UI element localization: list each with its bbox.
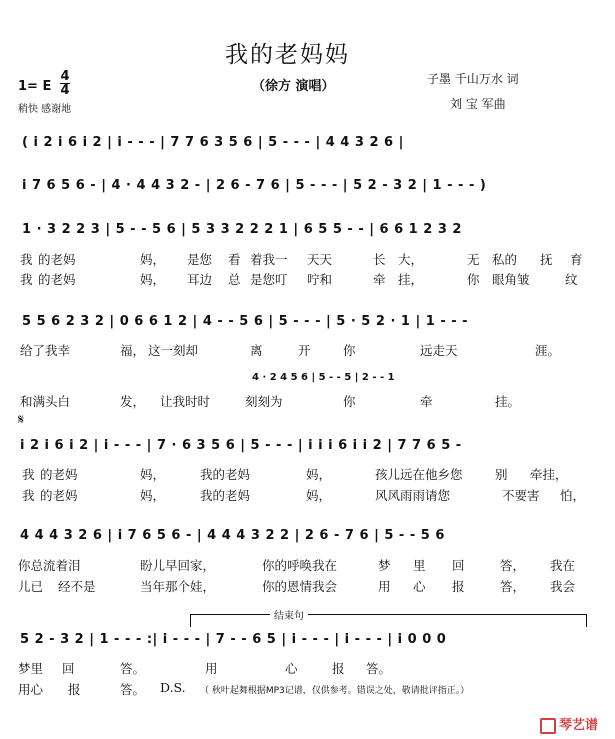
- lyric-syllable: 用: [205, 661, 218, 676]
- lyric-syllable: 刻刻为: [245, 394, 283, 409]
- lyric-syllable: 答。: [366, 661, 392, 676]
- lyric-syllable: 风风雨雨请您: [375, 488, 451, 503]
- notation-line-5: i 2 i 6 i 2 | i - - - | 7 · 6 3 5 6 | 5 - - - | i i i 6 i i 2 | 7 7 6 5 -: [20, 438, 462, 453]
- lyric-syllable: 你的呼唤我在: [262, 558, 338, 573]
- lyric-syllable: 眼角皱: [492, 272, 530, 287]
- site-logo: [540, 714, 598, 734]
- notation-line-4: 5 5 6 2 3 2 | 0 6 6 1 2 | 4 - - 5 6 | 5 - - - | 5 · 5 2 · 1 | 1 - - -: [22, 314, 469, 329]
- lyric-syllable: 当年那个娃，: [140, 579, 216, 594]
- lyric-syllable: 盼儿早回家，: [140, 558, 216, 573]
- time-signature-top: 4: [60, 69, 70, 84]
- lyricist-credit: 子墨 千山万水 词: [427, 72, 519, 86]
- segno-icon: 𝄋: [18, 412, 25, 428]
- lyric-syllable: 答。: [120, 661, 146, 676]
- lyric-syllable: 给了我幸: [20, 343, 71, 358]
- lyric-syllable: 我的老妈: [200, 467, 251, 482]
- lyric-syllable: 耳边: [187, 272, 213, 287]
- lyric-syllable: 我: [22, 488, 35, 503]
- lyric-syllable: 妈，: [140, 272, 166, 287]
- lyric-syllable: 你: [467, 272, 480, 287]
- alternate-notation: 4 · 2 4 5 6 | 5 - - 5 | 2 - - 1: [252, 372, 395, 383]
- lyric-syllable: 长: [373, 252, 386, 267]
- lyric-syllable: 妈，: [306, 467, 332, 482]
- lyric-syllable: 是您: [187, 252, 213, 267]
- lyric-syllable: 和满头白: [20, 394, 71, 409]
- lyric-syllable: 纹: [565, 272, 578, 287]
- tempo-marking: 稍快 感谢地: [18, 104, 72, 115]
- lyric-syllable: 我: [22, 467, 35, 482]
- lyrics-line-3b: [0, 270, 615, 288]
- lyric-syllable: 看: [228, 252, 241, 267]
- lyric-syllable: 牵: [420, 394, 433, 409]
- lyrics-line-6a: [0, 556, 615, 574]
- transcription-note: （ 秋叶起舞根据MP3记谱，仅供参考。错误之处，敬请批评指正。）: [200, 686, 470, 696]
- lyric-syllable: 你总流着泪: [18, 558, 81, 573]
- lyric-syllable: 梦: [378, 558, 391, 573]
- lyric-syllable: 答。: [120, 682, 146, 697]
- lyric-syllable: 这一刻却: [148, 343, 199, 358]
- lyric-syllable: 我的老妈: [200, 488, 251, 503]
- lyric-syllable: 我: [20, 272, 33, 287]
- dal-segno-mark: D.S.: [160, 680, 186, 695]
- lyric-syllable: 育: [570, 252, 583, 267]
- lyric-syllable: 报: [452, 579, 465, 594]
- lyric-syllable: 回: [452, 558, 465, 573]
- lyric-syllable: 总: [228, 272, 241, 287]
- lyric-syllable: 挂。: [495, 394, 521, 409]
- lyric-syllable: 怕，: [560, 488, 586, 503]
- lyrics-line-3a: [0, 250, 615, 268]
- lyric-syllable: 儿已: [18, 579, 44, 594]
- lyric-syllable: 我在: [550, 558, 576, 573]
- ending-bracket: [190, 614, 587, 627]
- lyric-syllable: 答，: [500, 558, 526, 573]
- lyric-syllable: 我会: [550, 579, 576, 594]
- lyric-syllable: 你的恩情我会: [262, 579, 338, 594]
- lyric-syllable: 让我时时: [160, 394, 211, 409]
- lyric-syllable: 报: [332, 661, 345, 676]
- lyric-syllable: 报: [68, 682, 81, 697]
- lyric-syllable: 我: [20, 252, 33, 267]
- lyric-syllable: 你: [343, 343, 356, 358]
- lyric-syllable: 咛和: [307, 272, 333, 287]
- lyric-syllable: 妈，: [306, 488, 332, 503]
- lyric-syllable: 经不是: [58, 579, 96, 594]
- logo-icon: [540, 718, 556, 734]
- lyric-syllable: 发，: [120, 394, 146, 409]
- composer-credit: 刘 宝 军曲: [450, 97, 506, 111]
- lyrics-line-5b: [0, 486, 615, 504]
- lyric-syllable: 梦里: [18, 661, 44, 676]
- lyric-syllable: 用: [378, 579, 391, 594]
- notation-line-3: 1 · 3 2 2 3 | 5 - - 5 6 | 5 3 3 2 2 2 1 | 6 5 5 - - | 6 6 1 2 3 2: [22, 222, 462, 237]
- lyric-syllable: 不要害: [502, 488, 540, 503]
- logo-text: 琴艺谱: [559, 718, 599, 733]
- lyric-syllable: 天天: [307, 252, 333, 267]
- notation-line-2: i 7 6 5 6 - | 4 · 4 4 3 2 - | 2 6 - 7 6 | 5 - - - | 5 2 - 3 2 | 1 - - - ): [22, 178, 487, 193]
- lyric-syllable: 妈，: [140, 467, 166, 482]
- lyrics-line-5a: [0, 465, 615, 483]
- notation-line-1: ( i 2 i 6 i 2 | i - - - | 7 7 6 3 5 6 | 5 - - - | 4 4 3 2 6 |: [22, 135, 404, 150]
- ending-label: 结束句: [270, 607, 308, 622]
- lyric-syllable: 的老妈: [38, 252, 76, 267]
- notation-line-7: 5 2 - 3 2 | 1 - - - :| i - - - | 7 - - 6 5 | i - - - | i - - - | i 0 0 0: [20, 632, 447, 647]
- lyric-syllable: 你: [343, 394, 356, 409]
- lyrics-line-6b: [0, 577, 615, 595]
- song-title: 我的老妈妈: [225, 42, 350, 68]
- time-signature: [60, 70, 70, 97]
- lyric-syllable: 妈，: [140, 488, 166, 503]
- lyric-syllable: 挂，: [398, 272, 424, 287]
- lyric-syllable: 无: [467, 252, 480, 267]
- lyric-syllable: 牵挂，: [530, 467, 568, 482]
- lyrics-line-4b: [0, 392, 615, 410]
- lyric-syllable: 心: [413, 579, 426, 594]
- lyrics-line-7b: [0, 680, 200, 698]
- lyric-syllable: 大，: [398, 252, 424, 267]
- lyric-syllable: 用心: [18, 682, 44, 697]
- lyric-syllable: 心: [285, 661, 298, 676]
- lyric-syllable: 妈，: [140, 252, 166, 267]
- singer-subtitle: （徐方 演唱）: [252, 79, 335, 94]
- lyric-syllable: 着我一: [250, 252, 288, 267]
- lyric-syllable: 私的: [492, 252, 518, 267]
- lyric-syllable: 涯。: [535, 343, 561, 358]
- lyric-syllable: 里: [413, 558, 426, 573]
- lyric-syllable: 别: [495, 467, 508, 482]
- lyric-syllable: 答，: [500, 579, 526, 594]
- time-signature-bottom: 4: [60, 83, 70, 98]
- lyrics-line-7a: [0, 659, 615, 677]
- lyric-syllable: 的老妈: [38, 272, 76, 287]
- lyric-syllable: 福，: [120, 343, 146, 358]
- lyrics-line-4: [0, 341, 615, 359]
- lyric-syllable: 孩儿远在他乡您: [375, 467, 463, 482]
- notation-line-6: 4 4 4 3 2 6 | i 7 6 5 6 - | 4 4 4 3 2 2 | 2 6 - 7 6 | 5 - - 5 6: [20, 528, 445, 543]
- lyric-syllable: 的老妈: [40, 467, 78, 482]
- lyric-syllable: 是您叮: [250, 272, 288, 287]
- lyric-syllable: 牵: [373, 272, 386, 287]
- key-signature: 1= E: [18, 79, 52, 94]
- lyric-syllable: 开: [298, 343, 311, 358]
- lyric-syllable: 远走天: [420, 343, 458, 358]
- lyric-syllable: 回: [62, 661, 75, 676]
- lyric-syllable: 的老妈: [40, 488, 78, 503]
- lyric-syllable: 抚: [540, 252, 553, 267]
- lyric-syllable: 离: [250, 343, 263, 358]
